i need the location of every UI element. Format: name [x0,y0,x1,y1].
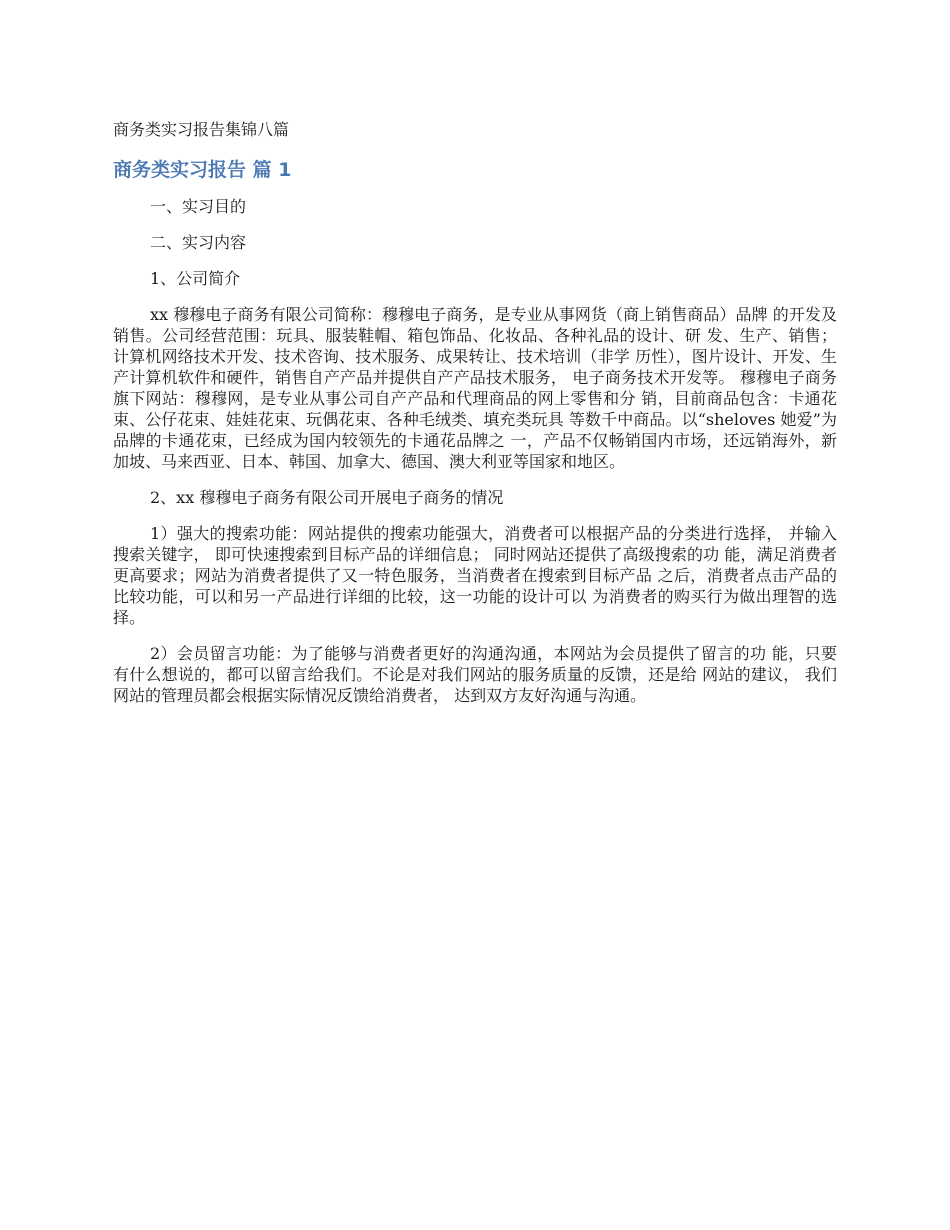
section-heading: 商务类实习报告 篇 1 [113,159,292,181]
heading-internship-purpose: 一、实习目的 [150,197,247,216]
heading-ecommerce-status: 2、xx 穆穆电子商务有限公司开展电子商务的情况 [150,488,504,507]
paragraph-search-function: 1）强大的搜索功能：网站提供的搜索功能强大，消费者可以根据产品的分类进行选择， 并输入搜索关键字， 即可快速搜索到目标产品的详细信息； 同时网站还提供了高级搜索的功 能，满足消费者更高要求；网站为消费者提供了又一特色服务，当消费者在搜索到目标产品 之后，消费者点击产品的比较功能，可以和另一产品进行详细的比较，这一功能的设计可以 为消费者的购买行为做出理智的选择。 [113,524,837,627]
heading-company-profile: 1、公司简介 [150,269,241,288]
paragraph-member-message: 2）会员留言功能：为了能够与消费者更好的沟通沟通，本网站为会员提供了留言的功 能，只要有什么想说的，都可以留言给我们。不论是对我们网站的服务质量的反馈，还是给 网站的建议， 我们网站的管理员都会根据实际情况反馈给消费者， 达到双方友好沟通与沟通。 [113,644,837,705]
document-page [113,118,837,721]
paragraph-company-profile: xx 穆穆电子商务有限公司简称：穆穆电子商务，是专业从事网货（商上销售商品）品牌 的开发及销售。公司经营范围：玩具、服装鞋帽、箱包饰品、化妆品、各种礼品的设计、研 发、生产、销售；计算机网络技术开发、技术咨询、技术服务、成果转让、技术培训（非学 历性），图片设计、开发、生产计算机软件和硬件，销售自产产品并提供自产产品技术服务， 电子商务技术开发等。 穆穆电子商务旗下网站：穆穆网，是专业从事公司自产产品和代理商品的网上零售和分 销，目前商品包含：卡通花束、公仔花束、娃娃花束、玩偶花束、各种毛绒类、填充类玩具 等数千中商品。以“sheloves 她爱”为品牌的卡通花束，已经成为国内较领先的卡通花品牌之 一，产品不仅畅销国内市场，还远销海外，新加坡、马来西亚、日本、韩国、加拿大、德国、澳大利亚等国家和地区。 [113,305,837,471]
heading-internship-content: 二、实习内容 [150,233,247,252]
document-title: 商务类实习报告集锦八篇 [113,120,290,139]
